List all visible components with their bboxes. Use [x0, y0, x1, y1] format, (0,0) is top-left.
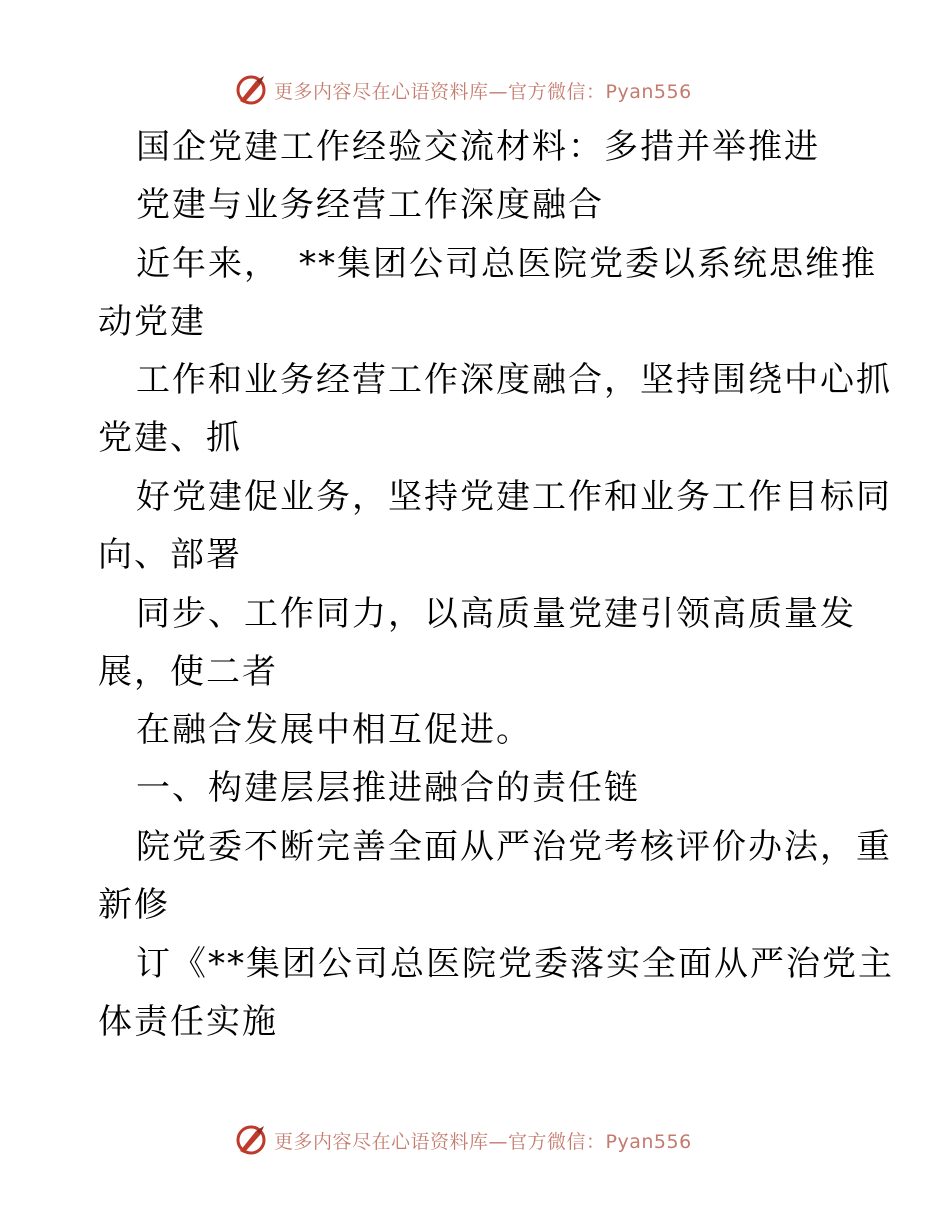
quill-logo-icon: [234, 73, 268, 107]
text-line: 院党委不断完善全面从严治党考核评价办法，重: [136, 827, 892, 867]
text-line: 党建与业务经营工作深度融合: [136, 185, 604, 225]
text-line: 动党建: [98, 302, 206, 342]
quill-logo-icon: [234, 1123, 268, 1157]
watermark-text: 更多内容尽在心语资料库—官方微信：Pyan556: [274, 1130, 692, 1153]
text-line: 新修: [98, 885, 170, 925]
text-line: 向、部署: [98, 535, 242, 575]
footer-watermark: [234, 1122, 692, 1158]
text-line: 党建、抓: [98, 418, 242, 458]
text-line: 在融合发展中相互促进。: [136, 710, 532, 750]
text-line: 同步、工作同力，以高质量党建引领高质量发: [136, 594, 856, 634]
header-watermark: [234, 72, 692, 108]
watermark-text: 更多内容尽在心语资料库—官方微信：Pyan556: [274, 80, 692, 103]
text-line: 国企党建工作经验交流材料：多措并举推进: [136, 127, 820, 167]
text-line: 工作和业务经营工作深度融合，坚持围绕中心抓: [136, 360, 892, 400]
text-line: 近年来， **集团公司总医院党委以系统思维推: [136, 244, 877, 284]
text-line: 订《**集团公司总医院党委落实全面从严治党主: [136, 944, 894, 984]
text-line: 体责任实施: [98, 1002, 278, 1042]
section-heading: 一、构建层层推进融合的责任链: [136, 768, 640, 808]
text-line: 好党建促业务，坚持党建工作和业务工作目标同: [136, 477, 892, 517]
text-line: 展，使二者: [98, 652, 278, 692]
